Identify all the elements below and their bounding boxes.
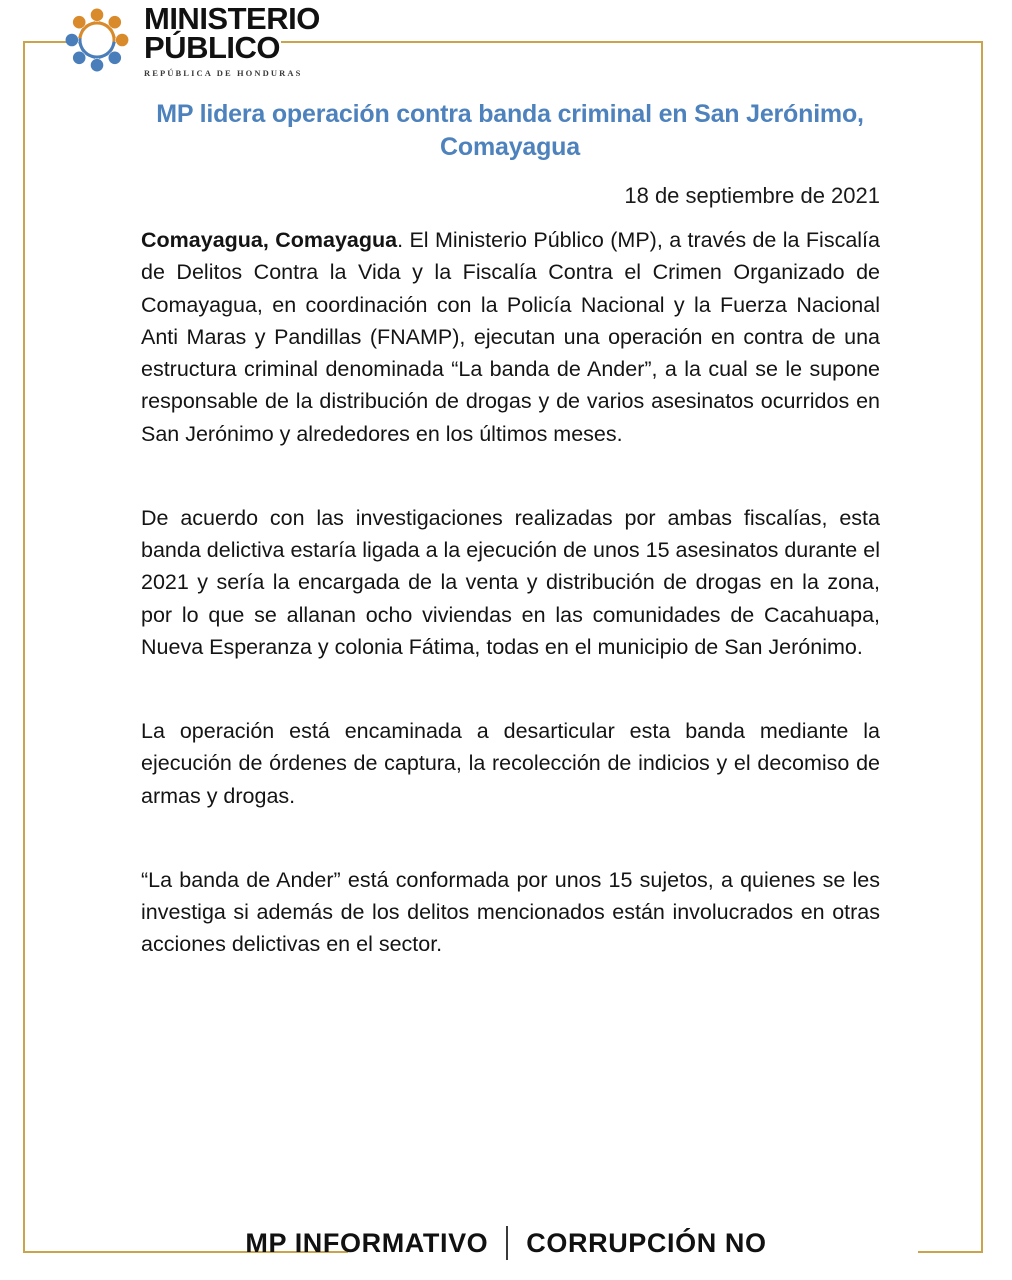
- organization-wordmark: [144, 2, 320, 78]
- paragraph: [141, 502, 880, 663]
- paragraph: [141, 224, 880, 450]
- frame-border-left: [23, 41, 25, 1253]
- frame-border-right: [981, 41, 983, 1253]
- circle-of-people-icon: [60, 3, 134, 77]
- paragraph-text: La operación está encaminada a desarticular esta banda mediante la ejecución de órdenes de captura, la recolección de indicios y el decomiso de armas y drogas.: [141, 719, 880, 808]
- footer-label-left: MP INFORMATIVO: [245, 1227, 489, 1258]
- page-title: MP lidera operación contra banda criminal en San Jerónimo, Comayagua: [156, 100, 864, 162]
- organization-name-line2: PÚBLICO: [144, 30, 280, 66]
- footer-label-right: CORRUPCIÓN NO: [526, 1227, 767, 1258]
- paragraph: [141, 864, 880, 961]
- footer-slogan: [0, 1226, 1012, 1260]
- frame-border-top-right-segment: [281, 41, 983, 43]
- paragraph-text: “La banda de Ander” está conformada por unos 15 sujetos, a quienes se les investiga si además de los delitos mencionados están involucrados en otras acciones delictivas en el sector.: [141, 867, 880, 957]
- paragraph-text: De acuerdo con las investigaciones realizadas por ambas fiscalías, esta banda delictiva estaría ligada a la ejecución de unos 15 asesinatos durante el 2021 y sería la encargada de la venta y distribución de drogas en la zona, por lo que se allanan ocho viviendas en las comunidades de Cacahuapa, Nueva Esperanza y colonia Fátima, todas en el municipio de San Jerónimo.: [141, 505, 880, 659]
- organization-subtitle: REPÚBLICA DE HONDURAS: [144, 67, 303, 78]
- footer-separator-icon: [506, 1226, 508, 1260]
- paragraph-text: . El Ministerio Público (MP), a través de la Fiscalía de Delitos Contra la Vida y la Fiscalía Contra el Crimen Organizado de Comayagua, en coordinación con la Policía Nacional y la Fuerza Nacional Anti Maras y Pandillas (FNAMP), ejecutan una operación en contra de una estructura criminal denominada “La banda de Ander”, a la cual se le supone responsable de la distribución de drogas y de varios asesinatos ocurridos en San Jerónimo y alrededores en los últimos meses.: [141, 228, 880, 446]
- publication-date: 18 de septiembre de 2021: [624, 183, 880, 208]
- organization-name-line1: MINISTERIO: [144, 1, 320, 36]
- organization-header: [60, 2, 320, 78]
- paragraph-lead: Comayagua, Comayagua: [141, 228, 398, 252]
- paragraph: [141, 715, 880, 812]
- article-body: [141, 224, 880, 961]
